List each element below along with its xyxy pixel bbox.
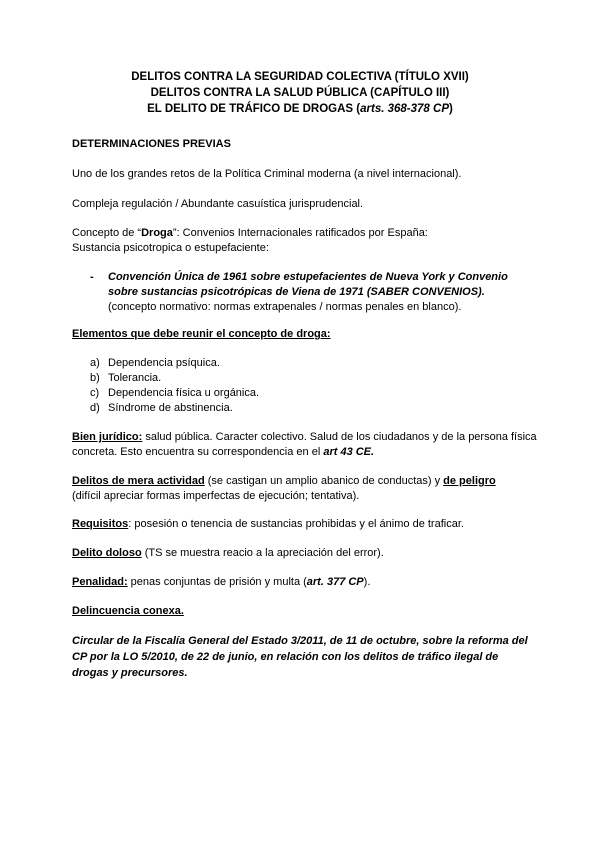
requisitos-text: : posesión o tenencia de sustancias prohibidas y el ánimo de traficar. xyxy=(128,518,464,530)
title-line-2: DELITOS CONTRA LA SALUD PÚBLICA (CAPÍTULO III) xyxy=(150,87,450,99)
concepto-pre: Concepto de “ xyxy=(72,227,142,239)
circular-paragraph: Circular de la Fiscalía General del Estado 3/2011, de 11 de octubre, sobre la reforma del CP por la LO 5/2010, de 22 de junio, en relación con los delitos de tráfico ilegal de drogas y precursores. xyxy=(72,635,528,679)
paragraph-mera-actividad xyxy=(72,474,542,504)
paragraph-concepto xyxy=(72,226,542,241)
list-item-marker: c) xyxy=(90,387,100,399)
title-line-3 xyxy=(0,101,600,117)
paragraph-bien-juridico xyxy=(72,430,542,460)
paragraph-delito-doloso xyxy=(72,546,542,561)
list-item-marker: b) xyxy=(90,372,100,384)
requisitos-label: Requisitos xyxy=(72,518,129,530)
list-item xyxy=(90,386,490,401)
title-line-3-end: ) xyxy=(449,103,453,115)
penalidad-end: ). xyxy=(363,576,371,588)
convenios-note: (concepto normativo: normas extrapenales / normas penales en blanco). xyxy=(108,301,462,313)
bien-juridico-ref: art 43 CE. xyxy=(323,446,375,458)
list-item xyxy=(90,401,490,416)
list-item xyxy=(90,371,490,386)
list-item-text: Síndrome de abstinencia. xyxy=(108,402,233,414)
document-title xyxy=(0,69,600,117)
delito-doloso-label: Delito doloso xyxy=(72,547,142,559)
peligro-label: de peligro xyxy=(443,475,496,487)
list-item-text: Dependencia física u orgánica. xyxy=(108,387,260,399)
penalidad-ref: art. 377 CP xyxy=(306,576,364,588)
list-item-marker: a) xyxy=(90,357,100,369)
bien-juridico-text: salud pública. Caracter colectivo. Salud de los ciudadanos y de la persona física concreta. Esto encuentra su correspondencia en el xyxy=(72,431,537,458)
title-line-1: DELITOS CONTRA LA SEGURIDAD COLECTIVA (TÍTULO XVII) xyxy=(131,71,469,83)
list-item-marker: d) xyxy=(90,402,100,414)
paragraph-requisitos xyxy=(72,517,542,532)
elementos-heading: Elementos que debe reunir el concepto de droga: xyxy=(72,328,331,340)
penalidad-label: Penalidad: xyxy=(72,576,128,588)
convenios-bullet xyxy=(90,270,530,315)
paragraph-penalidad xyxy=(72,575,542,590)
previas-heading: DETERMINACIONES PREVIAS xyxy=(72,138,231,150)
concepto-post: ”: Convenios Internacionales ratificados por España: xyxy=(172,227,428,239)
bien-juridico-label: Bien jurídico: xyxy=(72,431,143,443)
list-item-text: Tolerancia. xyxy=(108,372,162,384)
delito-doloso-text: (TS se muestra reacio a la apreciación del error). xyxy=(141,547,384,559)
peligro-text: (difícil apreciar formas imperfectas de ejecución; tentativa). xyxy=(72,490,360,502)
title-article-ref: arts. 368-378 CP xyxy=(360,103,449,115)
convenios-text: Convención Única de 1961 sobre estupefacientes de Nueva York y Convenio sobre sustancias psicotrópicas de Viena de 1971 (SABER CONVENIOS). xyxy=(108,271,508,298)
delincuencia-conexa-heading: Delincuencia conexa. xyxy=(72,605,184,617)
bullet-dash: - xyxy=(90,271,94,283)
paragraph-sustancia: Sustancia psicotropica o estupefaciente: xyxy=(72,242,269,254)
paragraph-regulacion: Compleja regulación / Abundante casuística jurisprudencial. xyxy=(72,198,364,210)
mera-actividad-label: Delitos de mera actividad xyxy=(72,475,205,487)
paragraph-retos: Uno de los grandes retos de la Política Criminal moderna (a nivel internacional). xyxy=(72,168,462,180)
penalidad-text: penas conjuntas de prisión y multa ( xyxy=(127,576,307,588)
concepto-droga: Droga xyxy=(141,227,173,239)
title-line-3-main: EL DELITO DE TRÁFICO DE DROGAS ( xyxy=(147,103,361,115)
list-item-text: Dependencia psíquica. xyxy=(108,357,220,369)
list-item xyxy=(90,356,490,371)
elementos-list xyxy=(90,356,490,416)
mera-actividad-text: (se castigan un amplio abanico de conductas) y xyxy=(204,475,444,487)
